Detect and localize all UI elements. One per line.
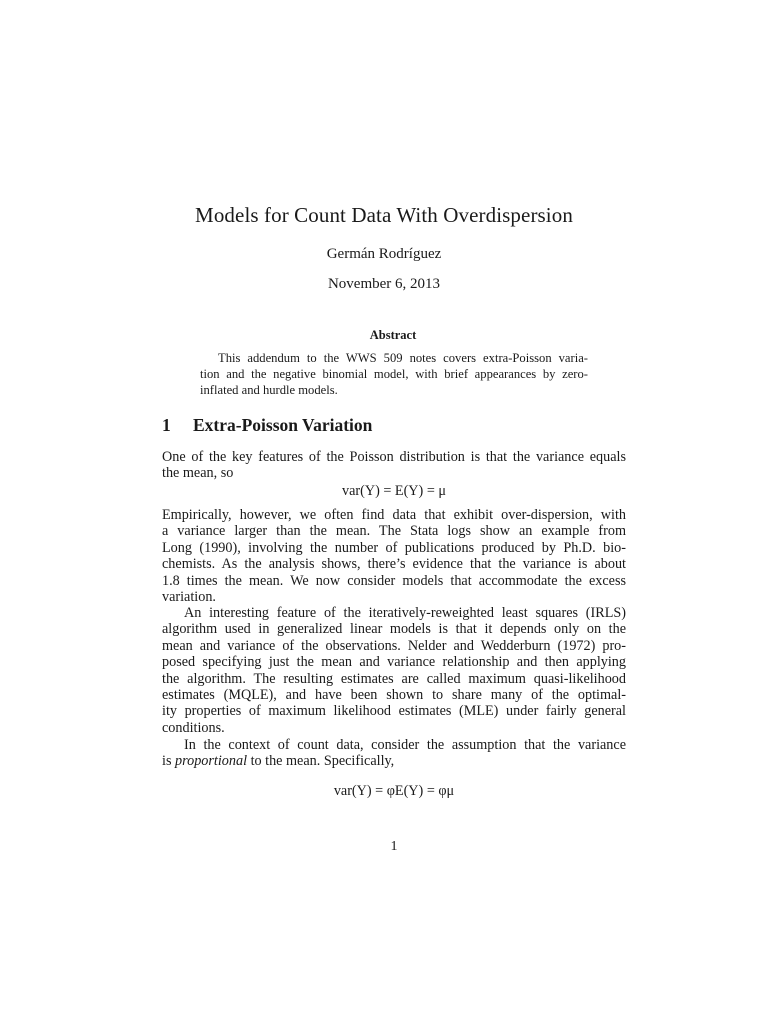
text-run: to the mean. Specifically, xyxy=(247,753,395,770)
section-title: Extra-Poisson Variation xyxy=(193,415,373,435)
paragraph-line: In the context of count data, consider the assumption that the variance xyxy=(184,737,626,753)
paragraph-line: mean and variance of the observations. Nelder and Wedderburn (1972) pro- xyxy=(162,637,626,654)
paragraph-line: 1.8 times the mean. We now consider models that accommodate the excess xyxy=(162,572,626,589)
page-number: 1 xyxy=(390,839,398,854)
paragraph-line: the mean, so xyxy=(162,465,234,482)
paragraph-line: conditions. xyxy=(162,719,225,736)
paragraph xyxy=(162,507,626,605)
paragraph-line xyxy=(162,753,626,769)
paragraph-line: variation. xyxy=(162,589,216,606)
paragraph xyxy=(162,449,626,482)
paper-title: Models for Count Data With Overdispersion xyxy=(195,203,573,227)
section-heading xyxy=(162,415,372,436)
paragraph xyxy=(162,737,626,770)
publication-date: November 6, 2013 xyxy=(327,276,441,292)
equation: var(Y) = E(Y) = μ xyxy=(342,483,446,499)
paragraph-line: Empirically, however, we often find data that exhibit over-dispersion, with xyxy=(162,507,626,523)
author-name: Germán Rodríguez xyxy=(326,246,442,262)
equation: var(Y) = φE(Y) = φμ xyxy=(333,783,455,799)
paragraph-line: the algorithm. The resulting estimates are called maximum quasi-likelihood xyxy=(162,670,626,687)
abstract-line: tion and the negative binomial model, with brief appearances by zero- xyxy=(200,367,588,381)
abstract-line: inflated and hurdle models. xyxy=(200,383,338,397)
section-number: 1 xyxy=(162,415,171,435)
paragraph-line: algorithm used in generalized linear models is that it depends only on the xyxy=(162,621,626,638)
paragraph-line: chemists. As the analysis shows, there’s evidence that the variance is about xyxy=(162,556,626,573)
text-run: is xyxy=(162,753,176,770)
abstract-heading: Abstract xyxy=(369,328,417,342)
paragraph-line: ity properties of maximum likelihood estimates (MLE) under fairly general xyxy=(162,703,626,720)
paragraph xyxy=(162,605,626,736)
paragraph-line: posed specifying just the mean and variance relationship and then applying xyxy=(162,654,626,671)
paragraph-line: One of the key features of the Poisson distribution is that the variance equals xyxy=(162,449,626,465)
paragraph-line: An interesting feature of the iteratively-reweighted least squares (IRLS) xyxy=(184,605,626,621)
paragraph-line: a variance larger than the mean. The Stata logs show an example from xyxy=(162,523,626,540)
paragraph-line: estimates (MQLE), and have been shown to share many of the optimal- xyxy=(162,687,626,704)
abstract-line: This addendum to the WWS 509 notes covers extra-Poisson varia- xyxy=(218,351,588,365)
paragraph-line: Long (1990), involving the number of publications produced by Ph.D. bio- xyxy=(162,539,626,556)
abstract-body xyxy=(200,350,588,398)
emphasized-text: proportional xyxy=(175,753,248,770)
